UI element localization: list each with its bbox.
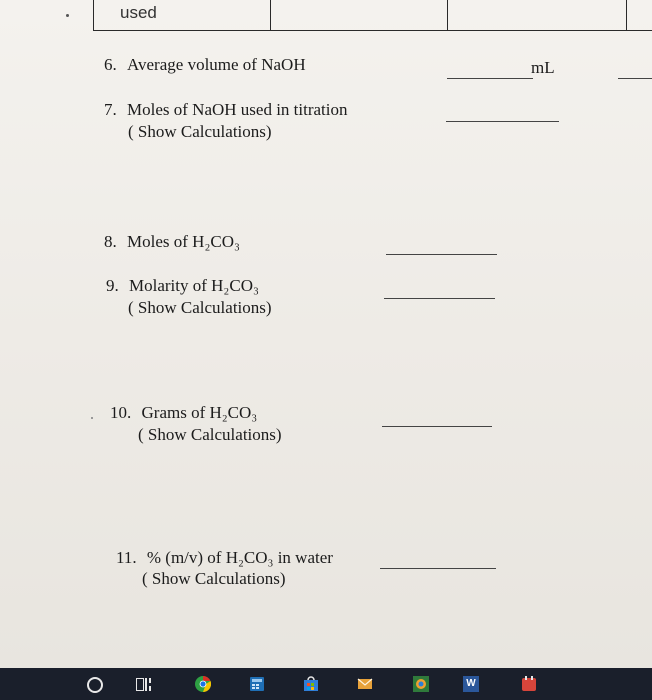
question-6-label: Average volume of NaOH <box>127 55 306 74</box>
word-icon[interactable] <box>463 676 479 692</box>
question-9-note: ( Show Calculations) <box>128 298 272 317</box>
table-border-right <box>626 0 627 31</box>
question-7 <box>104 99 348 121</box>
answer-blank-10[interactable] <box>382 426 492 427</box>
question-10-note: ( Show Calculations) <box>138 425 282 444</box>
question-9-number: 9. <box>106 276 119 295</box>
question-7-number: 7. <box>104 100 117 119</box>
question-8-label: Moles of H₂CO₃ <box>127 232 240 251</box>
question-9-label: Molarity of H₂CO₃ <box>129 276 259 295</box>
answer-blank-8[interactable] <box>386 254 497 255</box>
stray-dot <box>66 14 69 17</box>
question-11 <box>116 547 333 569</box>
calculator-icon[interactable] <box>249 676 265 692</box>
question-11-number: 11. <box>116 548 137 567</box>
store-icon[interactable] <box>303 676 319 692</box>
answer-blank-6[interactable] <box>447 78 533 79</box>
used-label: used <box>120 3 157 22</box>
task-view-icon[interactable] <box>136 676 152 692</box>
table-border-bottom <box>93 30 652 31</box>
question-11-note: ( Show Calculations) <box>142 569 286 588</box>
question-11-label: % (m/v) of H₂CO₃ in water <box>146 548 333 567</box>
stray-mark <box>91 417 93 419</box>
chrome-icon[interactable] <box>195 676 211 692</box>
answer-blank-11[interactable] <box>380 568 496 569</box>
question-7-note: ( Show Calculations) <box>128 122 272 141</box>
word-icon-letter: W <box>466 678 476 689</box>
app-icon[interactable] <box>521 676 537 692</box>
question-10 <box>110 402 257 424</box>
mail-icon[interactable] <box>357 676 373 692</box>
question-9 <box>106 275 259 297</box>
question-6 <box>104 54 306 76</box>
answer-blank-7[interactable] <box>446 121 559 122</box>
windows-taskbar <box>0 668 652 700</box>
answer-blank-9[interactable] <box>384 298 495 299</box>
answer-blank-6b <box>618 78 652 79</box>
question-10-number: 10. <box>110 403 132 422</box>
question-7-label: Moles of NaOH used in titration <box>127 100 348 119</box>
question-8-number: 8. <box>104 232 117 251</box>
search-icon[interactable] <box>87 677 103 693</box>
media-icon[interactable] <box>413 676 429 692</box>
table-border-left <box>93 0 94 31</box>
question-6-number: 6. <box>104 55 117 74</box>
question-6-unit: mL <box>531 58 555 77</box>
table-border-mid2 <box>447 0 448 31</box>
question-10-label: Grams of H₂CO₃ <box>141 403 258 422</box>
table-border-mid <box>270 0 271 31</box>
question-8 <box>104 231 240 253</box>
